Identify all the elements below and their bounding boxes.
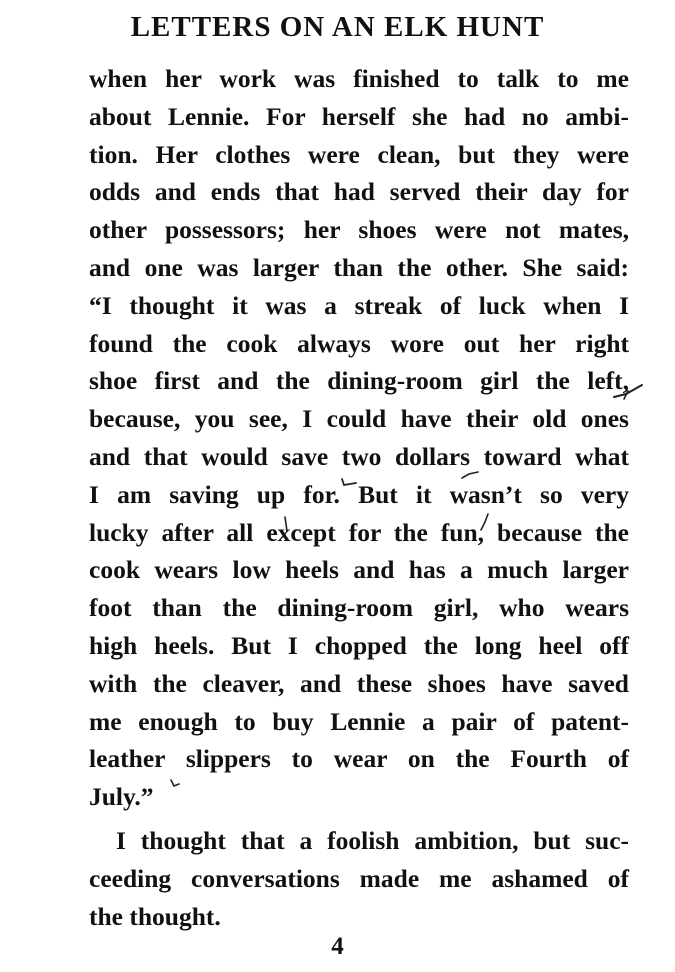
text-line: I am saving up for. But it wasn’t so very [89, 479, 629, 509]
text-line: when her work was finished to talk to me [89, 64, 629, 93]
text-line: lucky after all except for the fun, because the [89, 517, 629, 547]
text-line: foot than the dining-room girl, who wears [89, 593, 629, 623]
text-line: tion. Her clothes were clean, but they were [89, 139, 629, 169]
text-line: other possessors; her shoes were not mates, [89, 215, 629, 245]
text-line: and that would save two dollars toward what [89, 441, 629, 471]
text-line: and one was larger than the other. She said: [89, 252, 629, 282]
text-line: high heels. But I chopped the long heel off [89, 630, 629, 660]
pen-caret-mark [340, 477, 358, 491]
text-line: July.” [89, 782, 154, 812]
text-line: with the cleaver, and these shoes have saved [89, 668, 629, 698]
pen-caret-mark [460, 470, 480, 482]
text-line: the thought. [89, 901, 221, 931]
body-text [89, 60, 629, 935]
text-line: me enough to buy Lennie a pair of patent- [89, 706, 629, 736]
text-line: about Lennie. For herself she had no ambi- [89, 101, 629, 131]
text-line: shoe first and the dining-room girl the left, [89, 366, 629, 396]
text-line: leather slippers to wear on the Fourth of [89, 744, 629, 774]
paragraph [89, 60, 629, 816]
pen-caret-mark [282, 515, 292, 533]
text-line: because, you see, I could have their old ones [89, 404, 629, 434]
page-number: 4 [331, 933, 344, 960]
text-line: I thought that a foolish ambition, but suc- [116, 825, 629, 855]
running-head: LETTERS ON AN ELK HUNT [130, 11, 545, 43]
text-line: ceeding conversations made me ashamed of [89, 863, 629, 893]
text-line: cook wears low heels and has a much larger [89, 555, 629, 585]
pen-check-mark [612, 381, 652, 405]
pen-tick-mark [168, 778, 182, 792]
text-line: found the cook always wore out her right [89, 328, 629, 358]
text-line: odds and ends that had served their day for [89, 177, 629, 207]
paragraph [89, 822, 629, 935]
text-line: “I thought it was a streak of luck when I [89, 290, 629, 320]
pen-caret-mark [478, 510, 492, 532]
